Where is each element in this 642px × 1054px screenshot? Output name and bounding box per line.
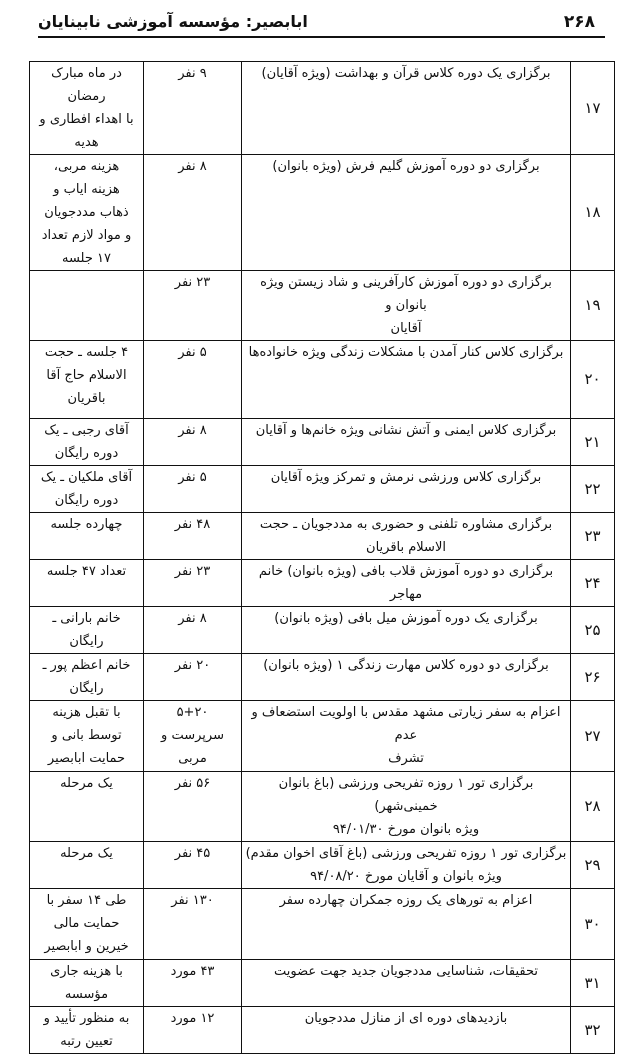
table-row xyxy=(30,560,615,607)
row-number: ۱۷ xyxy=(571,62,615,155)
participant-count: ۸ نفر xyxy=(144,607,242,654)
notes: به منظور تأیید و تعیین رتبه xyxy=(30,1007,144,1054)
notes: آقای رجبی ـ یک دوره رایگان xyxy=(30,419,144,466)
activity-description: برگزاری دو دوره آموزش قلاب بافی (ویژه بانوان) خانم مهاجر xyxy=(242,560,571,607)
row-number: ۲۳ xyxy=(571,513,615,560)
row-number: ۲۰ xyxy=(571,341,615,419)
notes: خانم اعظم پور ـ رایگان xyxy=(30,654,144,701)
table-row xyxy=(30,155,615,271)
activity-description: تحقیقات، شناسایی مددجویان جدید جهت عضویت xyxy=(242,960,571,1007)
participant-count: ۴۳ مورد xyxy=(144,960,242,1007)
notes: آقای ملکیان ـ یک دوره رایگان xyxy=(30,466,144,513)
table-row xyxy=(30,466,615,513)
row-number: ۳۱ xyxy=(571,960,615,1007)
notes: یک مرحله xyxy=(30,772,144,842)
table-row xyxy=(30,607,615,654)
table-row xyxy=(30,341,615,419)
activity-description: برگزاری تور ۱ روزه تفریحی ورزشی (باغ آقای اخوان مقدم) ویژه بانوان و آقایان مورخ ۹۴/۰۸/۲۰ xyxy=(242,842,571,889)
row-number: ۲۵ xyxy=(571,607,615,654)
participant-count: ۵+۲۰ سرپرست و مربی xyxy=(144,701,242,772)
notes: در ماه مبارک رمضان با اهداء افطاری و هدیه xyxy=(30,62,144,155)
row-number: ۲۷ xyxy=(571,701,615,772)
activity-description: برگزاری دو دوره کلاس مهارت زندگی ۱ (ویژه بانوان) xyxy=(242,654,571,701)
notes xyxy=(30,271,144,341)
page-number: ۲۶۸ xyxy=(563,12,595,32)
participant-count: ۲۳ نفر xyxy=(144,271,242,341)
row-number: ۱۹ xyxy=(571,271,615,341)
participant-count: ۴۵ نفر xyxy=(144,842,242,889)
participant-count: ۴۸ نفر xyxy=(144,513,242,560)
table-row xyxy=(30,62,615,155)
row-number: ۲۴ xyxy=(571,560,615,607)
activity-description: اعزام به تورهای یک روزه جمکران چهارده سفر xyxy=(242,889,571,960)
activity-description: برگزاری دو دوره آموزش گلیم فرش (ویژه بانوان) xyxy=(242,155,571,271)
activity-description: برگزاری یک دوره آموزش میل بافی (ویژه بانوان) xyxy=(242,607,571,654)
table-row xyxy=(30,889,615,960)
table-row xyxy=(30,960,615,1007)
activity-description: بازدیدهای دوره ای از منازل مددجویان xyxy=(242,1007,571,1054)
notes: یک مرحله xyxy=(30,842,144,889)
participant-count: ۵ نفر xyxy=(144,466,242,513)
notes: هزینه مربی، هزینه ایاب و ذهاب مددجویان و مواد لازم تعداد ۱۷ جلسه xyxy=(30,155,144,271)
participant-count: ۸ نفر xyxy=(144,155,242,271)
table-row xyxy=(30,419,615,466)
activity-description: برگزاری کلاس کنار آمدن با مشکلات زندگی ویژه خانواده‌ها xyxy=(242,341,571,419)
activity-description: اعزام به سفر زیارتی مشهد مقدس با اولویت استضعاف و عدم تشرف xyxy=(242,701,571,772)
table-row xyxy=(30,701,615,772)
participant-count: ۵ نفر xyxy=(144,341,242,419)
table-row xyxy=(30,772,615,842)
notes: تعداد ۴۷ جلسه xyxy=(30,560,144,607)
participant-count: ۱۲ مورد xyxy=(144,1007,242,1054)
row-number: ۲۶ xyxy=(571,654,615,701)
table-row xyxy=(30,1007,615,1054)
activity-description: برگزاری کلاس ورزشی نرمش و تمرکز ویژه آقایان xyxy=(242,466,571,513)
row-number: ۱۸ xyxy=(571,155,615,271)
table-row xyxy=(30,271,615,341)
notes: خانم بارانی ـ رایگان xyxy=(30,607,144,654)
participant-count: ۱۳۰ نفر xyxy=(144,889,242,960)
notes: با هزینه جاری مؤسسه xyxy=(30,960,144,1007)
row-number: ۲۲ xyxy=(571,466,615,513)
row-number: ۲۱ xyxy=(571,419,615,466)
running-title: ابابصیر: مؤسسه آموزشی نابینایان xyxy=(38,12,308,31)
activity-description: برگزاری دو دوره آموزش کارآفرینی و شاد زیستن ویژه بانوان و آقایان xyxy=(242,271,571,341)
notes: چهارده جلسه xyxy=(30,513,144,560)
row-number: ۳۲ xyxy=(571,1007,615,1054)
participant-count: ۵۶ نفر xyxy=(144,772,242,842)
notes: با تقبل هزینه توسط بانی و حمایت ابابصیر xyxy=(30,701,144,772)
row-number: ۲۹ xyxy=(571,842,615,889)
activity-description: برگزاری مشاوره تلفنی و حضوری به مددجویان ـ حجت الاسلام باقریان xyxy=(242,513,571,560)
row-number: ۳۰ xyxy=(571,889,615,960)
table-row xyxy=(30,654,615,701)
participant-count: ۲۰ نفر xyxy=(144,654,242,701)
table-row xyxy=(30,513,615,560)
notes: ۴ جلسه ـ حجت الاسلام حاج آقا باقریان xyxy=(30,341,144,419)
participant-count: ۹ نفر xyxy=(144,62,242,155)
participant-count: ۲۳ نفر xyxy=(144,560,242,607)
activities-table xyxy=(29,61,615,1054)
participant-count: ۸ نفر xyxy=(144,419,242,466)
page-header xyxy=(38,6,605,38)
table-row xyxy=(30,842,615,889)
row-number: ۲۸ xyxy=(571,772,615,842)
activity-description: برگزاری کلاس ایمنی و آتش نشانی ویژه خانم‌ها و آقایان xyxy=(242,419,571,466)
activity-description: برگزاری تور ۱ روزه تفریحی ورزشی (باغ بانوان خمینی‌شهر) ویژه بانوان مورخ ۹۴/۰۱/۳۰ xyxy=(242,772,571,842)
activity-description: برگزاری یک دوره کلاس قرآن و بهداشت (ویژه آقایان) xyxy=(242,62,571,155)
notes: طی ۱۴ سفر با حمایت مالی خیرین و ابابصیر xyxy=(30,889,144,960)
